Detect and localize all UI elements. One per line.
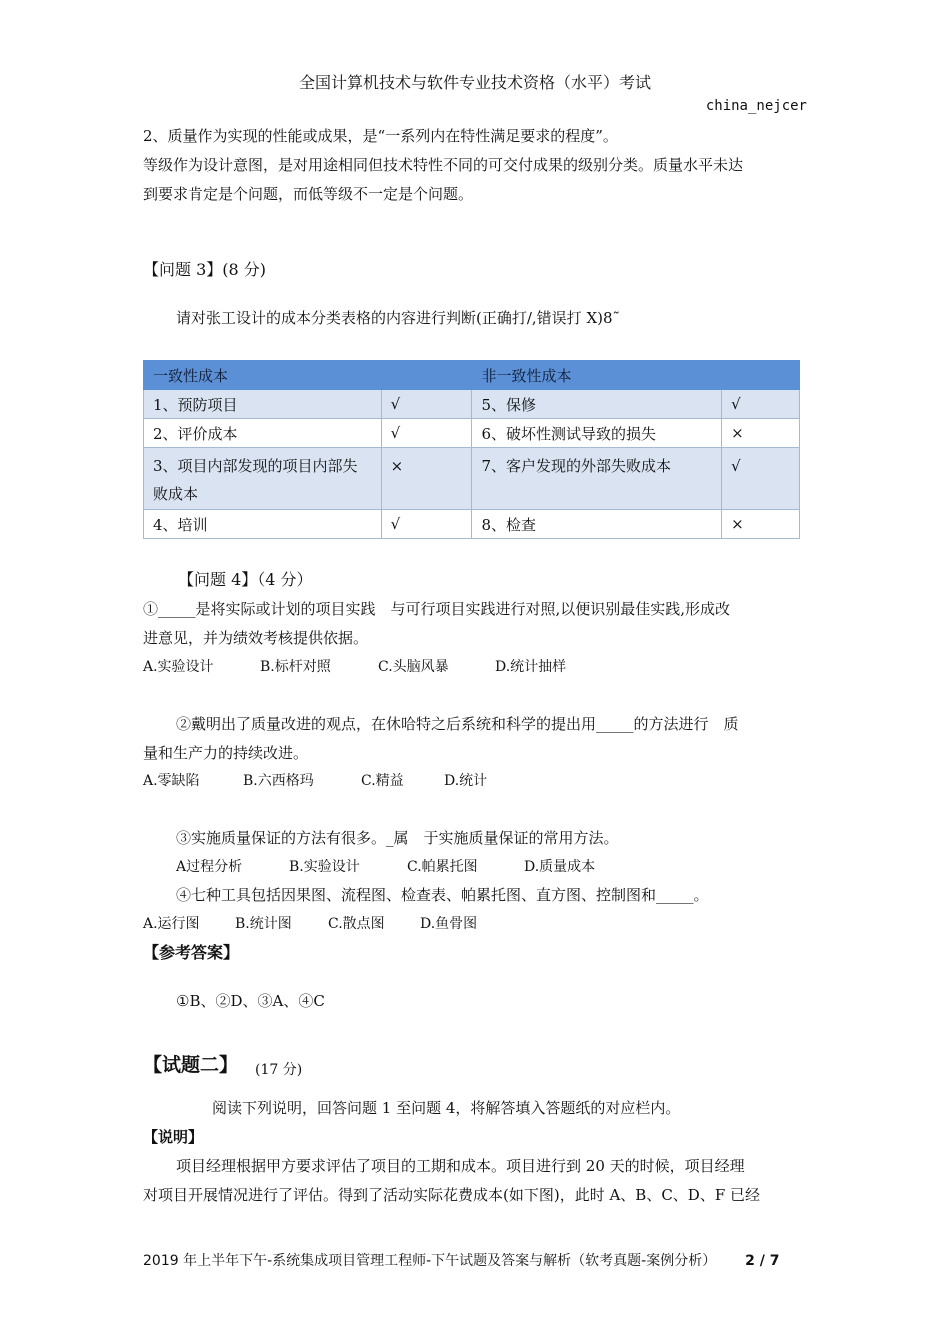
header-code: china_nejcer [705,98,807,114]
exam-2-points: (17 分) [255,1062,303,1078]
q4-sub1-option-b: B.标杆对照 [260,659,331,675]
q4-sub2-option-d: D.统计 [444,773,488,789]
header-conformance-cost: 一致性成本 [144,361,472,390]
judgement-mark: × [722,510,800,539]
page-header-title: 全国计算机技术与软件专业技术资格（水平）考试 [298,73,651,92]
cost-item: 4、培训 [144,510,382,539]
description-heading: 【说明】 [143,1128,204,1146]
cost-item: 6、破坏性测试导致的损失 [472,419,722,448]
q4-sub2-line-2: 量和生产力的持续改进。 [143,744,309,762]
q4-sub4-option-b: B.统计图 [235,916,292,932]
q4-sub2-option-c: C.精益 [361,773,404,789]
judgement-mark: √ [381,419,472,448]
judgement-mark: × [722,419,800,448]
exam-2-heading: 【试题二】 [143,1054,239,1076]
description-line-2: 对项目开展情况进行了评估。得到了活动实际花费成本(如下图)，此时 A、B、C、D、F 已经 [143,1186,761,1204]
table-row [144,448,800,510]
q4-sub3-line-1: ③实施质量保证的方法有很多。_属 于实施质量保证的常用方法。 [176,829,619,847]
header-nonconformance-cost: 非一致性成本 [472,361,800,390]
reference-answers: ①B、②D、③A、④C [176,992,325,1010]
q4-sub1-line-1: ①_____是将实际或计划的项目实践 与可行项目实践进行对照,以便识别最佳实践,形成改 [143,600,731,618]
page-number: 2 / 7 [745,1253,780,1269]
q2-answer-line-2: 等级作为设计意图，是对用途相同但技术特性不同的可交付成果的级别分类。质量水平未达 [143,156,744,174]
cost-item: 7、客户发现的外部失败成本 [472,448,722,510]
q4-sub2-option-a: A.零缺陷 [143,773,200,789]
question-4-heading: 【问题 4】（4 分） [178,570,313,589]
q4-sub1-option-c: C.头脑风暴 [378,659,449,675]
q4-sub1-option-a: A.实验设计 [143,659,214,675]
table-row [144,510,800,539]
judgement-mark: √ [381,510,472,539]
q4-sub4-option-d: D.鱼骨图 [420,916,478,932]
q2-answer-line-1: 2、质量作为实现的性能或成果，是“一系列内在特性满足要求的程度”。 [143,127,618,145]
judgement-mark: √ [722,390,800,419]
q4-sub4-option-c: C.散点图 [328,916,385,932]
q4-sub2-option-b: B.六西格玛 [243,773,314,789]
q4-sub3-option-d: D.质量成本 [524,859,596,875]
q4-sub4-line-1: ④七种工具包括因果图、流程图、检查表、帕累托图、直方图、控制图和_____。 [176,886,709,904]
table-header-row [144,361,800,390]
q4-sub1-line-2: 进意见，并为绩效考核提供依据。 [143,629,369,647]
exam-2-instruction: 阅读下列说明，回答问题 1 至问题 4，将解答填入答题纸的对应栏内。 [212,1099,681,1117]
q4-sub1-option-d: D.统计抽样 [495,659,567,675]
cost-item: 5、保修 [472,390,722,419]
footer-document-title: 2019 年上半年下午-系统集成项目管理工程师-下午试题及答案与解析（软考真题-案例分析） [143,1253,717,1269]
q4-sub2-line-1: ②戴明出了质量改进的观点，在休哈特之后系统和科学的提出用_____的方法进行 质 [176,715,739,733]
judgement-mark: √ [722,448,800,510]
table-row [144,390,800,419]
judgement-mark: √ [381,390,472,419]
question-3-instruction: 请对张工设计的成本分类表格的内容进行判断(正确打/,错误打 X)8˜ [176,309,621,327]
cost-classification-table [143,360,800,539]
q2-answer-line-3: 到要求肯定是个问题，而低等级不一定是个问题。 [143,185,474,203]
cost-item: 3、项目内部发现的项目内部失败成本 [144,448,382,510]
q4-sub3-option-a: A过程分析 [176,859,243,875]
cost-item: 8、检查 [472,510,722,539]
description-line-1: 项目经理根据甲方要求评估了项目的工期和成本。项目进行到 20 天的时候，项目经理 [176,1157,745,1175]
reference-answer-heading: 【参考答案】 [143,943,240,962]
table-row [144,419,800,448]
q4-sub3-option-b: B.实验设计 [289,859,360,875]
q4-sub4-option-a: A.运行图 [143,916,200,932]
q4-sub3-option-c: C.帕累托图 [407,859,478,875]
judgement-mark: × [381,448,472,510]
question-3-heading: 【问题 3】(8 分) [143,260,267,279]
page-footer [143,1250,779,1270]
cost-item: 1、预防项目 [144,390,382,419]
cost-item: 2、评价成本 [144,419,382,448]
